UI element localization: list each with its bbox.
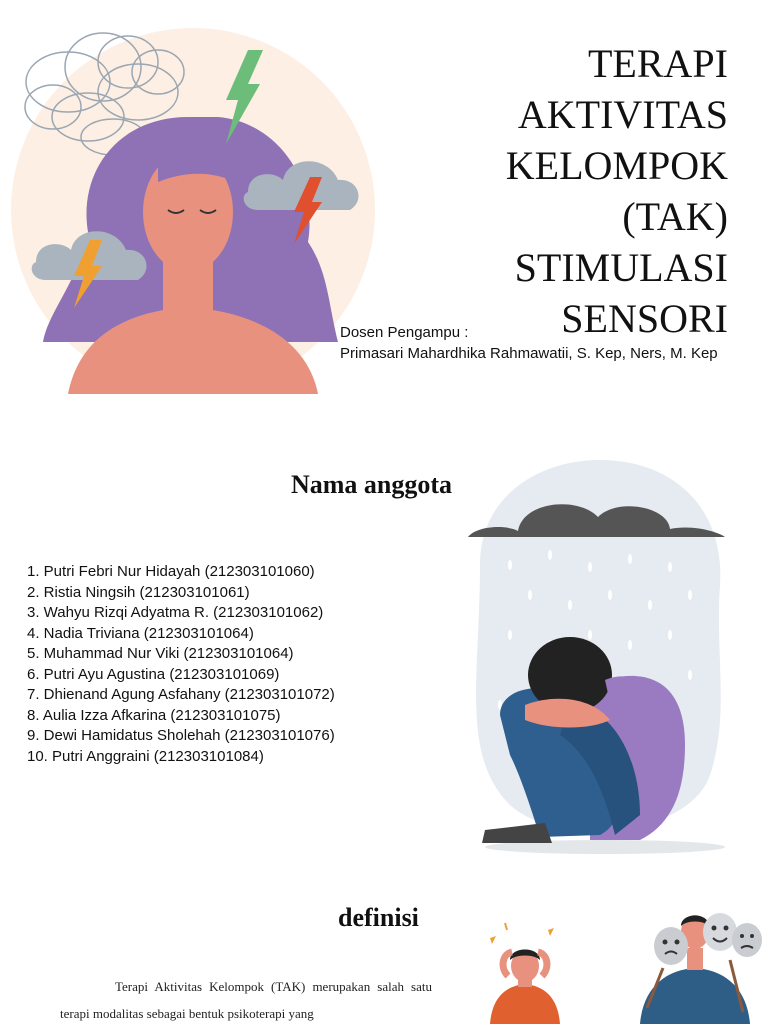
list-item: 9. Dewi Hamidatus Sholehah (212303101076) [27,727,335,744]
person-with-masks-illustration [625,908,768,1024]
members-list [27,562,335,767]
list-item: 6. Putri Ayu Agustina (212303101069) [27,665,280,683]
lecturer-label: Dosen Pengampu : [340,324,469,341]
title-line: SENSORI [561,296,728,341]
list-item: 4. Nadia Triviana (212303101064) [27,624,254,642]
document-title [506,38,728,344]
definition-heading: definisi [338,903,419,932]
definition-paragraph: Terapi Aktivitas Kelompok (TAK) merupakan salah satu terapi modalitas sebagai bentuk psikoterapi yang [60,979,432,1021]
stressed-woman-illustration [8,22,378,394]
lecturer-info [340,322,718,364]
definition-text [60,973,432,1027]
lecturer-name: Primasari Mahardhika Rahmawatii, S. Kep, Ners, M. Kep [340,345,718,362]
title-line: STIMULASI [514,245,728,290]
list-item: 2. Ristia Ningsih (212303101061) [27,583,250,601]
list-item: 3. Wahyu Rizqi Adyatma R. (212303101062) [27,604,324,621]
title-line: AKTIVITAS [517,92,728,137]
sad-person-in-rain-illustration [440,455,750,865]
list-item: 8. Aulia Izza Afkarina (212303101075) [27,706,281,724]
list-item: 1. Putri Febri Nur Hidayah (212303101060) [27,563,315,580]
list-item: 5. Muhammad Nur Viki (212303101064) [27,645,294,662]
title-line: TERAPI [588,41,728,86]
title-line: (TAK) [622,194,728,239]
members-heading: Nama anggota [291,470,453,499]
stressed-person-illustration [470,918,580,1024]
title-line: KELOMPOK [505,143,728,188]
list-item: 7. Dhienand Agung Asfahany (212303101072) [27,686,335,703]
list-item: 10. Putri Anggraini (212303101084) [27,747,264,765]
